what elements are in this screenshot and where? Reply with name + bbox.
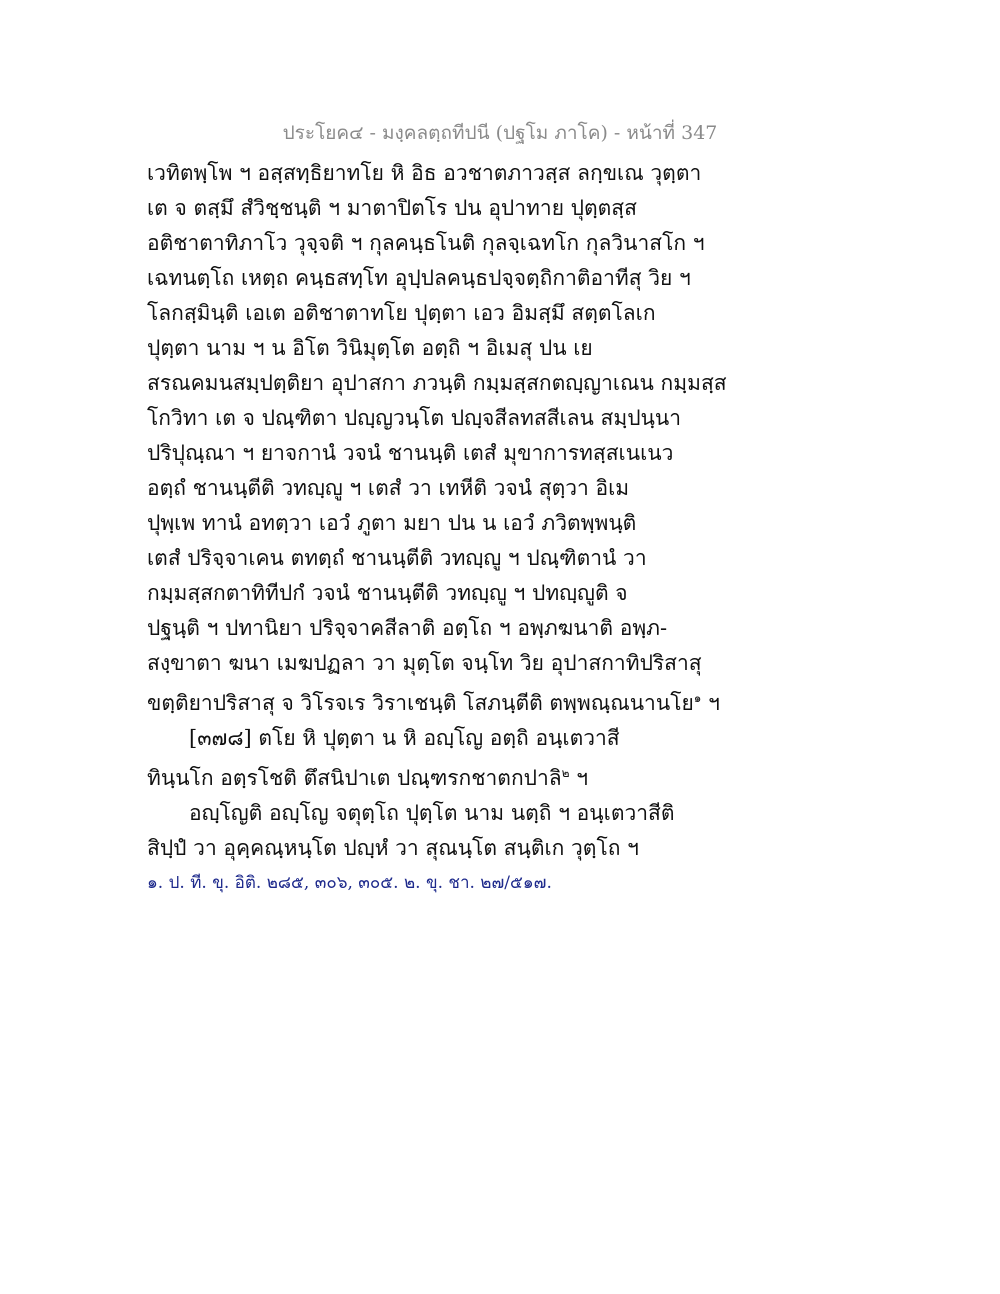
text-line: โกวิทา เต จ ปณฺฑิตา ปญฺญวนฺโต ปญฺจสีลทสสีเลน สมฺปนฺนา	[147, 406, 682, 430]
text-line: ปฐนฺติ ฯ ปทานิยา ปริจฺจาคสีลาติ อตฺโถ ฯ อพฺภฆนาติ อพฺภ-	[147, 616, 668, 640]
running-title: ประโยค๔ - มงฺคลตฺถทีปนี (ปฐโม ภาโค) - หน้าที่ 347	[282, 122, 718, 144]
text-line: โลกสฺมินฺติ เอเต อติชาตาทโย ปุตฺตา เอว อิมสฺมึ สตฺตโลเก	[147, 301, 656, 325]
running-header	[0, 120, 1000, 146]
text-line: เต จ ตสฺมึ สํวิชฺชนฺติ ฯ มาตาปิตโร ปน อุปาทาย ปุตฺตสฺส	[147, 196, 637, 220]
text-line: ปุตฺตา นาม ฯ น อิโต วินิมุตฺโต อตฺถิ ฯ อิเมสุ ปน เย	[147, 336, 593, 360]
footnote-marker: ๒	[561, 766, 570, 780]
text-line: สิปฺปํ วา อุคฺคณฺหนฺโต ปญฺหํ วา สุณนฺโต สนฺติเก วุตฺโถ ฯ	[147, 836, 639, 860]
verse-line: ทินฺนโก อตฺรโชติ ตึสนิปาเต ปณฺฑรกชาตกปาลิ$^๒$ ฯ	[147, 766, 589, 790]
verse-line: [๓๗๘] ตโย หิ ปุตฺตา น หิ อญฺโญ อตฺถิ อนฺเตวาสี	[189, 726, 620, 750]
text-line: อญฺโญติ อญฺโญ จตุตฺโถ ปุตฺโต นาม นตฺถิ ฯ อนฺเตวาสีติ	[189, 801, 675, 825]
text-line: เตสํ ปริจฺจาเคน ตทตฺถํ ชานนฺตีติ วทญฺญู ฯ ปณฺฑิตานํ วา	[147, 546, 647, 570]
text-line: สรณคมนสมฺปตฺติยา อุปาสกา ภวนฺติ กมฺมสฺสกตญฺญาเณน กมฺมสฺส	[147, 371, 727, 395]
text-line: เวทิตพฺโพ ฯ อสฺสทฺธิยาทโย หิ อิธ อวชาตภาวสฺส ลกฺขเณ วุตฺตา	[147, 161, 702, 185]
text-line: กมฺมสฺสกตาทิทีปกํ วจนํ ชานนฺตีติ วทญฺญู ฯ ปทญฺญูติ จ	[147, 581, 628, 605]
text-line: สงฺขาตา ฆนา เมฆปฏลา วา มุตฺโต จนฺโท วิย อุปาสกาทิปริสาสุ	[147, 651, 702, 675]
body-text	[147, 156, 847, 898]
text-line: ขตฺติยาปริสาสุ จ วิโรจเร วิราเชนฺติ โสภนฺตีติ ตพฺพณฺณนานโย$^๑$ ฯ	[147, 691, 720, 715]
footnote-marker: ๑	[693, 691, 702, 705]
text-line: ปุพฺเพ ทานํ อทตฺวา เอวํ ภูตา มยา ปน น เอวํ ภวิตพฺพนฺติ	[147, 511, 637, 535]
text-line: อตฺถํ ชานนฺตีติ วทญฺญู ฯ เตสํ วา เทหีติ วจนํ สุตฺวา อิเม	[147, 476, 630, 500]
text-line: เฉทนตฺโถ เหตฺถ คนฺธสทฺโท อุปฺปลคนฺธปจฺจตฺถิกาติอาทีสุ วิย ฯ	[147, 266, 691, 290]
text-line: อติชาตาทิภาโว วุจฺจติ ฯ กุลคนฺธโนติ กุลจฺเฉทโก กุลวินาสโก ฯ	[147, 231, 705, 255]
text-line: ปริปุณฺณา ฯ ยาจกานํ วจนํ ชานนฺติ เตสํ มุขาการทสฺสเนเนว	[147, 441, 674, 465]
footnote: ๑. ป. ที. ขุ. อิติ. ๒๘๕, ๓๐๖, ๓๐๕. ๒. ขุ. ชา. ๒๗/๕๑๗.	[147, 873, 552, 893]
